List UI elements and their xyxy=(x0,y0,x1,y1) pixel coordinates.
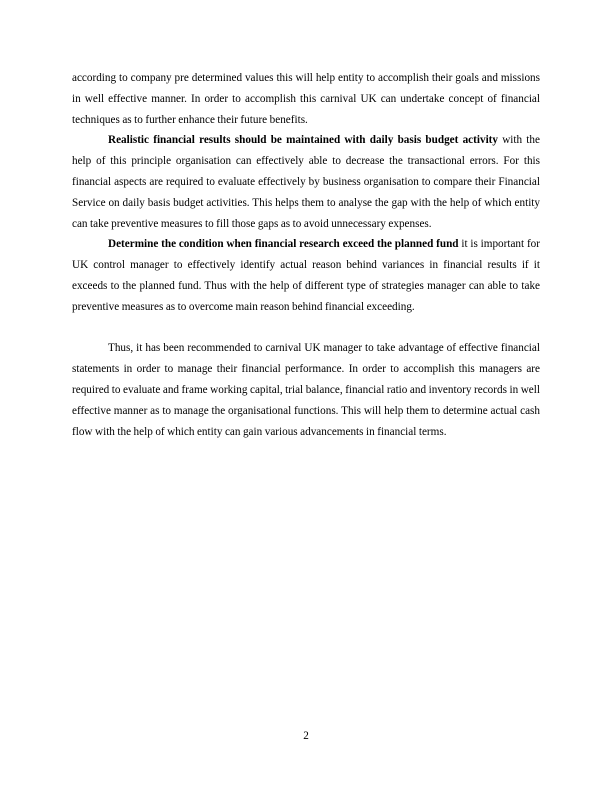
page-number: 2 xyxy=(303,730,309,742)
paragraph-budget-activity xyxy=(72,130,540,234)
paragraph-heading: Realistic financial results should be maintained with daily basis budget activity xyxy=(108,134,498,147)
paragraph-planned-fund xyxy=(72,234,540,317)
paragraph-text: according to company pre determined values this will help entity to accomplish their goals and missions in well effective manner. In order to accomplish this carnival UK can undertake concept of financial techniques as to further enhance their future benefits. xyxy=(72,72,540,126)
paragraph-recommendation xyxy=(72,338,540,442)
paragraph-text: Thus, it has been recommended to carnival UK manager to take advantage of effective financial statements in order to manage their financial performance. In order to accomplish this managers are required to evaluate and frame working capital, trial balance, financial ratio and inventory records in well effective manner as to manage the organisational functions. This will help them to determine actual cash flow with the help of which entity can gain various advancements in financial terms. xyxy=(72,342,540,438)
paragraph-heading: Determine the condition when financial research exceed the planned fund xyxy=(108,238,459,251)
paragraph-text: it is important for UK control manager to effectively identify actual reason behind variances in financial results if it exceeds to the planned fund. Thus with the help of different type of strategies manager can able to take preventive measures as to overcome main reason behind financial exceeding. xyxy=(72,238,540,313)
paragraph-text: with the help of this principle organisation can effectively able to decrease the transactional errors. For this financial aspects are required to evaluate effectively by business organisation to compare their Financial Service on daily basis budget activities. This helps them to analyse the gap with the help of which entity can take preventive measures to fill those gaps as to avoid unnecessary expenses. xyxy=(72,134,540,230)
document-body xyxy=(72,68,540,442)
paragraph-continuation xyxy=(72,68,540,130)
